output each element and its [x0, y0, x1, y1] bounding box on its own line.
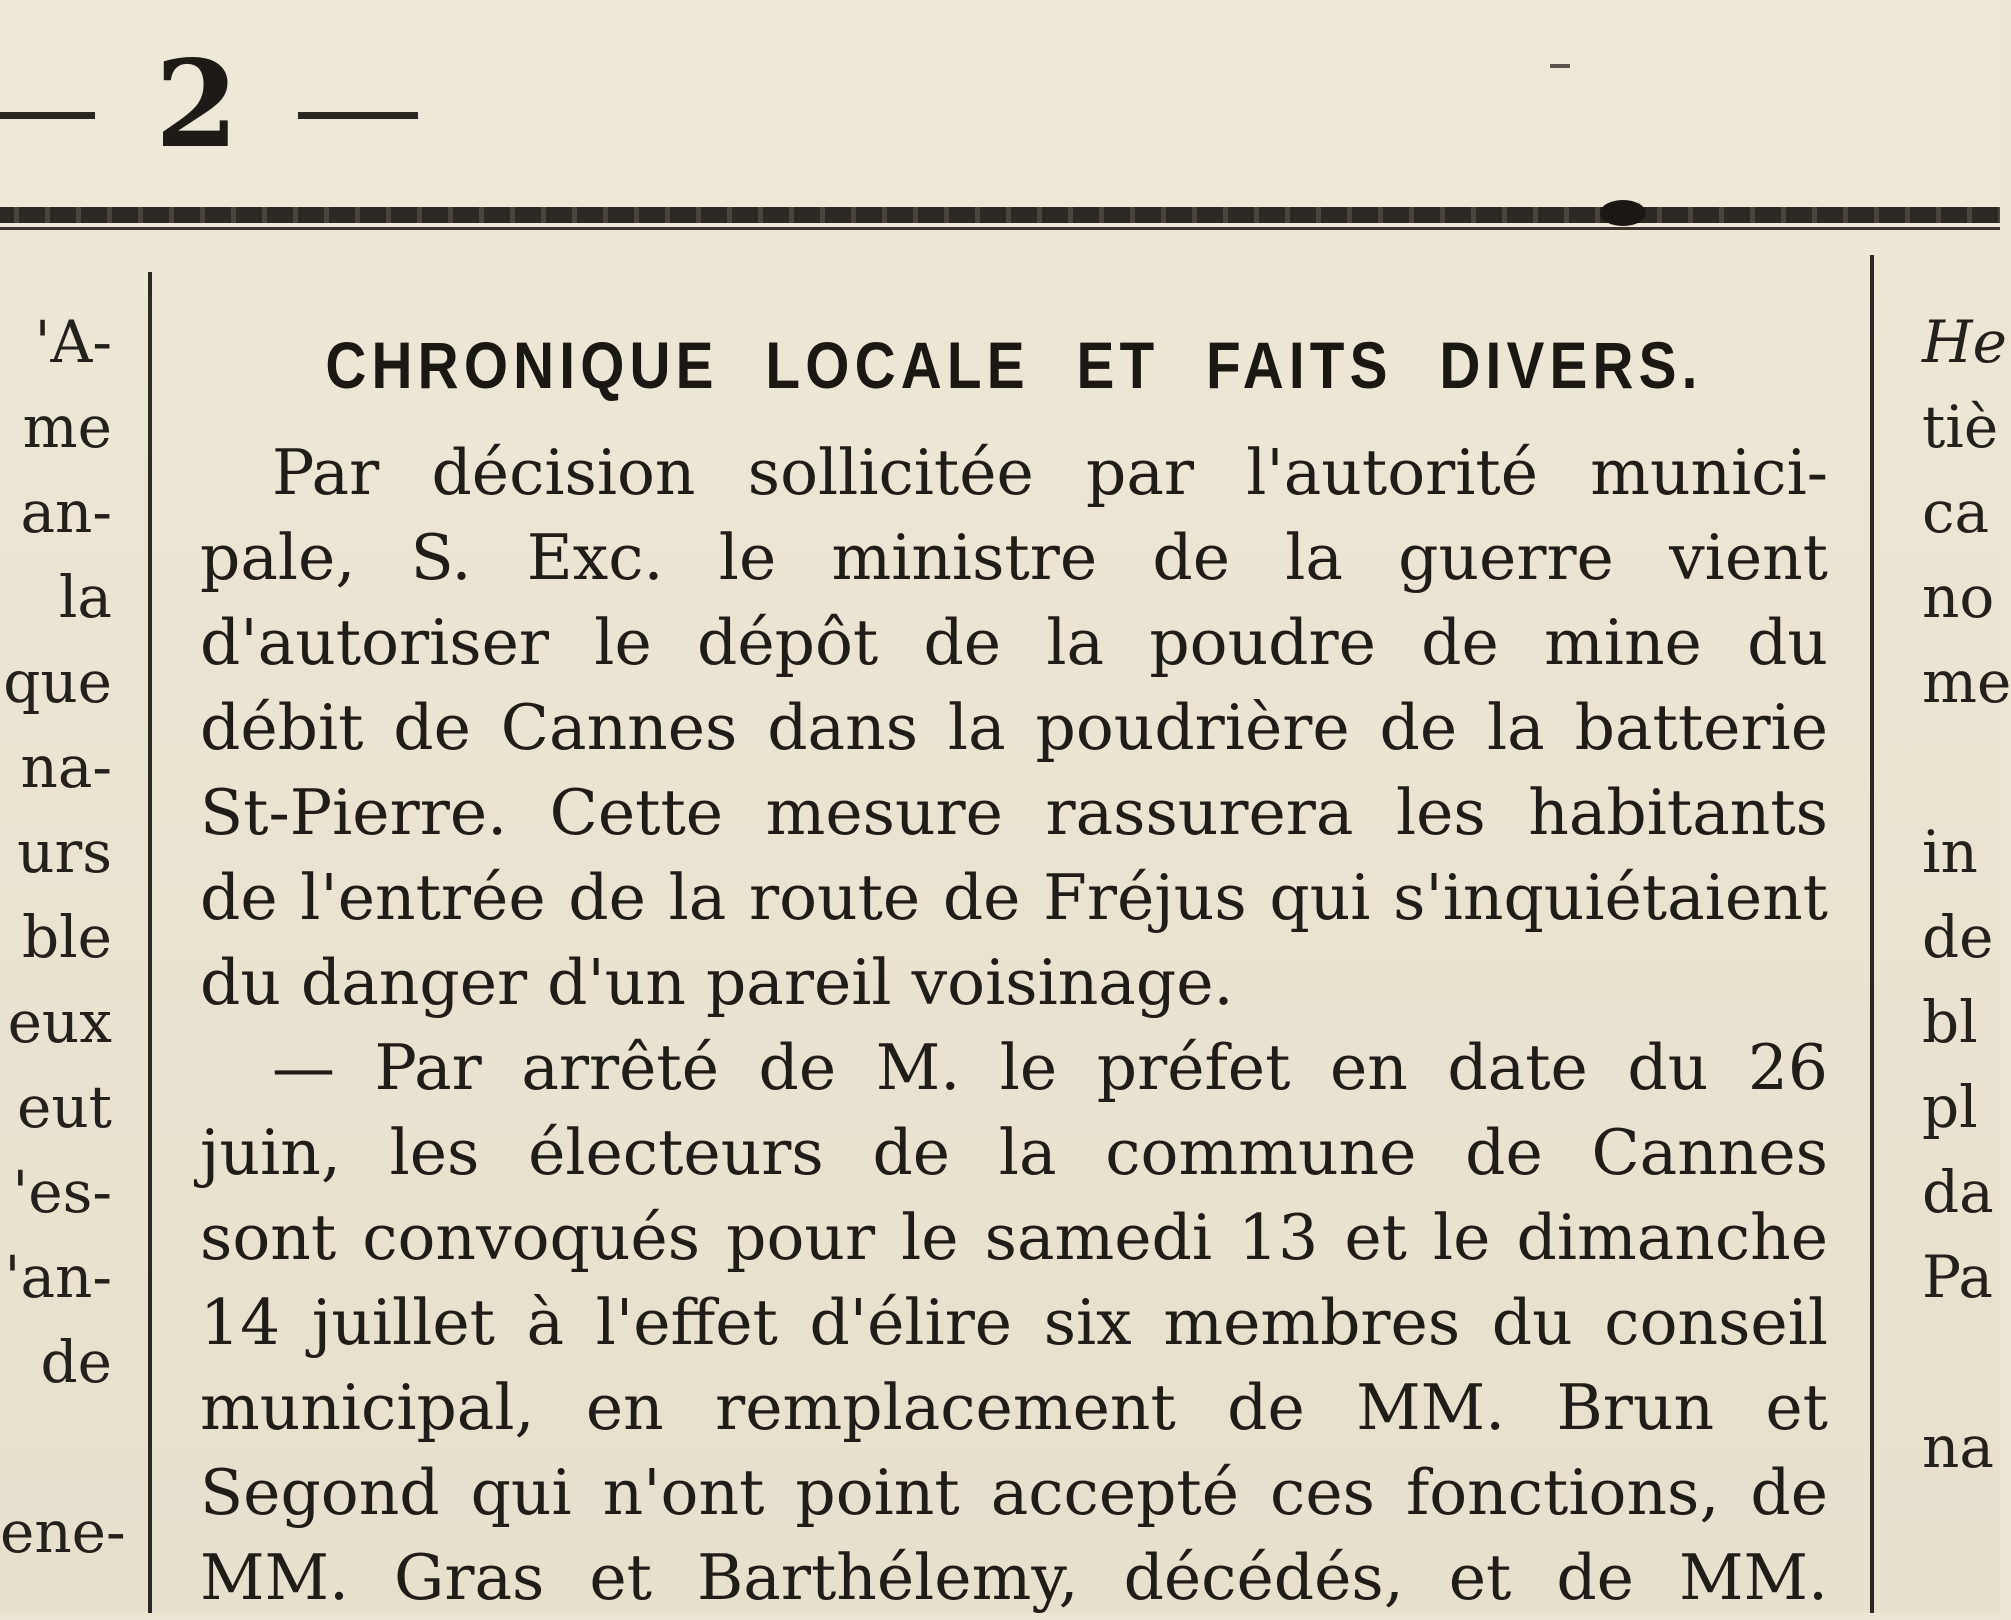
header-rule-thin — [0, 227, 2000, 230]
page-number-dash-left — [0, 112, 95, 119]
left-fragment: urs — [17, 818, 112, 886]
right-fragment: me — [1922, 648, 2011, 716]
left-fragment: 'A- — [34, 308, 112, 376]
paragraph-line: débit de Cannes dans la poudrière de la batterie — [200, 691, 1828, 764]
right-fragment: de — [1922, 903, 1994, 971]
right-fragment: pl — [1922, 1073, 1978, 1141]
left-fragment: ble — [21, 903, 112, 971]
left-fragment: 'an- — [4, 1243, 112, 1311]
paragraph-line: du danger d'un pareil voisinage. — [200, 946, 1234, 1019]
right-fragment: na — [1922, 1413, 1994, 1481]
left-fragment — [0, 1405, 112, 1490]
right-fragment — [1922, 1320, 2000, 1405]
right-fragment: Pa — [1922, 1243, 1993, 1311]
paragraph-line: municipal, en remplacement de MM. Brun et — [200, 1371, 1828, 1444]
right-fragment: no — [1922, 563, 1995, 631]
right-fragment: bl — [1922, 988, 1978, 1056]
ink-blot — [1600, 200, 1646, 226]
right-fragment: tiè — [1922, 393, 1999, 461]
paragraph-line: 14 juillet à l'effet d'élire six membres du conseil — [200, 1286, 1828, 1359]
paragraph-line: d'autoriser le dépôt de la poudre de mine du — [200, 606, 1828, 679]
column-rule-right — [1870, 255, 1874, 1613]
article-paragraph-1 — [200, 430, 1828, 1025]
left-fragment: ene- — [0, 1498, 126, 1566]
paragraph-line: MM. Gras et Barthélemy, décédés, et de MM. — [200, 1541, 1828, 1614]
paragraph-line: Par décision sollicitée par l'autorité munici- — [272, 436, 1828, 509]
page-number: 2 — [155, 34, 239, 175]
right-fragment: in — [1922, 818, 1978, 886]
header-rule — [0, 207, 2000, 235]
page-number-dash-right — [298, 112, 418, 119]
left-fragment: an- — [20, 478, 112, 546]
paragraph-line: de l'entrée de la route de Fréjus qui s'inquiétaient — [200, 861, 1828, 934]
left-fragment: 'es- — [12, 1158, 112, 1226]
paragraph-line: juin, les électeurs de la commune de Cannes — [200, 1116, 1828, 1189]
left-fragment: eux — [7, 988, 112, 1056]
left-fragment: de — [40, 1328, 112, 1396]
right-fragment: ca — [1922, 478, 1990, 546]
left-fragment: la — [58, 563, 112, 631]
left-fragment: que — [3, 648, 112, 716]
article-paragraph-2 — [200, 1025, 1828, 1614]
left-fragment: na- — [20, 733, 112, 801]
article-column — [200, 310, 1828, 1614]
left-column-fragments — [0, 300, 126, 1575]
paragraph-line: — Par arrêté de M. le préfet en date du 26 — [272, 1031, 1828, 1104]
left-fragment: me — [22, 393, 112, 461]
column-rule-left — [148, 272, 152, 1613]
print-speck — [1550, 64, 1570, 68]
right-fragment: da — [1922, 1158, 1994, 1226]
right-fragment: He — [1922, 308, 2007, 376]
page-number-header — [0, 34, 480, 175]
header-rule-thick — [0, 207, 2000, 223]
right-column-fragments — [1922, 300, 2011, 1490]
paragraph-line: Segond qui n'ont point accepté ces fonctions, de — [200, 1456, 1828, 1529]
left-fragment: eut — [17, 1073, 112, 1141]
paragraph-line: St-Pierre. Cette mesure rassurera les habitants — [200, 776, 1828, 849]
right-fragment — [1922, 725, 2000, 810]
article-headline: CHRONIQUE LOCALE ET FAITS DIVERS. — [325, 328, 1703, 402]
paragraph-line: pale, S. Exc. le ministre de la guerre vient — [200, 521, 1828, 594]
paragraph-line: sont convoqués pour le samedi 13 et le dimanche — [200, 1201, 1828, 1274]
